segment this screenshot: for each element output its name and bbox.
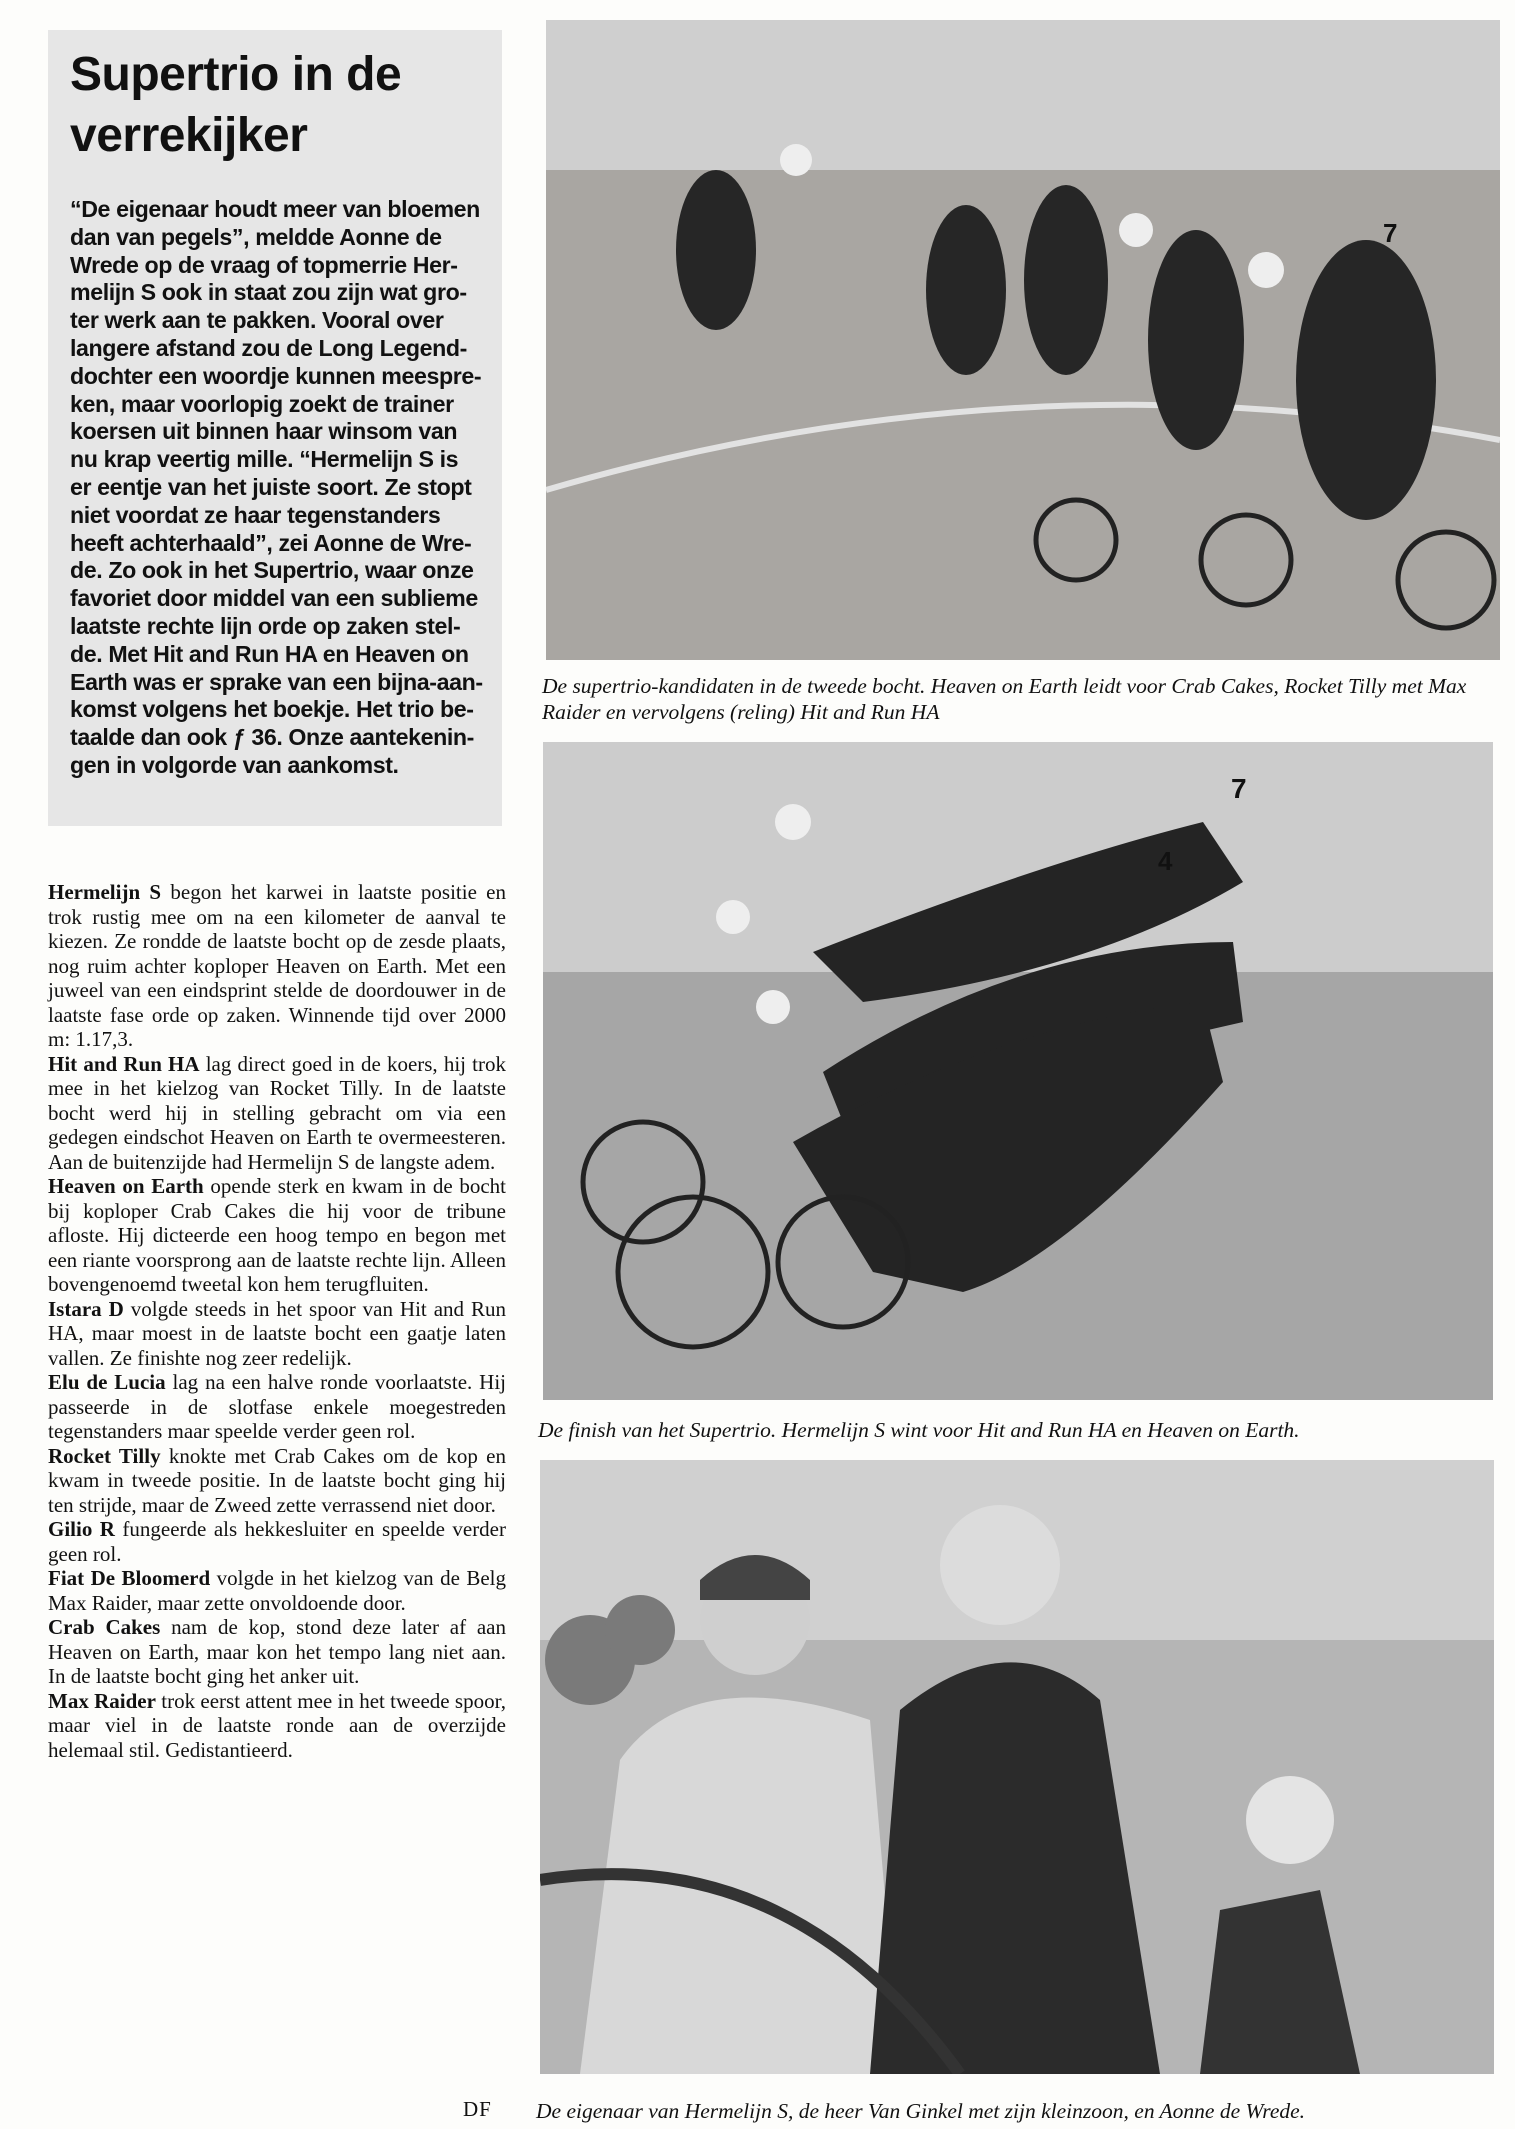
- intro-line: “De eigenaar houdt meer van bloemen: [70, 196, 480, 222]
- intro-line: Wrede op de vraag of topmerrie Her-: [70, 251, 458, 278]
- photo-finish: [543, 742, 1493, 1400]
- race-note: [48, 1566, 506, 1615]
- intro-line: gen in volgorde van aankomst.: [70, 751, 399, 778]
- race-note-text: opende sterk en kwam in de bocht bij koploper Crab Cakes die hij voor de tribune afloste. Hij dicteerde een hoog tempo en begon met een riante voorsprong aan de laatste rechte lijn. Alleen bovengenoemd tweetal kon hem terugfluiten.: [48, 1174, 506, 1296]
- intro-line: niet voordat ze haar tegenstanders: [70, 501, 441, 528]
- intro-line: melijn S ook in staat zou zijn wat gro-: [70, 279, 467, 306]
- horse-name: Gilio R: [48, 1517, 115, 1541]
- race-number-7-finish: 7: [1231, 773, 1247, 804]
- horse-name: Max Raider: [48, 1688, 156, 1713]
- intro-line: de. Met Hit and Run HA en Heaven on: [70, 640, 469, 667]
- photo-owner-ceremony: [540, 1460, 1494, 2074]
- race-note: [48, 1297, 506, 1371]
- race-note: [48, 1370, 506, 1444]
- photo-race-bend: [546, 20, 1500, 660]
- race-note-text: volgde steeds in het spoor van Hit and Run HA, maar moest in de laatste bocht een gaatje laten vallen. Ze finishte nog zeer redelijk.: [48, 1296, 506, 1370]
- race-note-text: begon het karwei in laatste positie en trok rustig mee om na een kilometer de aanval te kiezen. Ze rondde de laatste bocht op de zesde plaats, nog ruim achter koploper Heaven on Earth. Met een juweel van een eindsprint stelde de doordouwer in de laatste fase orde op zaken. Winnende tijd over 2000 m: 1.17,3.: [48, 880, 507, 1051]
- horse-name: Hermelijn S: [48, 880, 162, 904]
- photo-caption-race-bend: De supertrio-kandidaten in de tweede bocht. Heaven on Earth leidt voor Crab Cakes, Rocket Tilly met Max Raider en vervolgens (reling) Hit and Run HA: [542, 674, 1467, 724]
- race-note: [48, 1517, 506, 1566]
- horse-name: Crab Cakes: [48, 1615, 161, 1639]
- intro-line: taalde dan ook ƒ 36. Onze aantekenin-: [70, 724, 474, 751]
- race-number-4-finish: 4: [1158, 846, 1173, 876]
- intro-line: dan van pegels”, meldde Aonne de: [70, 223, 442, 250]
- intro-line: heeft achterhaald”, zei Aonne de Wre-: [70, 529, 472, 556]
- horse-name: Elu de Lucia: [48, 1370, 166, 1394]
- horse-name: Heaven on Earth: [48, 1174, 204, 1198]
- intro-line: langere afstand zou de Long Legend-: [70, 334, 467, 361]
- article-headline: Supertrio in de verrekijker: [70, 48, 402, 162]
- intro-line: er eentje van het juiste soort. Ze stopt: [70, 473, 472, 500]
- race-note-text: trok eerst attent mee in het tweede spoor, maar viel in de laatste ronde aan de overzijde helemaal stil. Gedistantieerd.: [48, 1688, 506, 1762]
- photo-caption-finish: De finish van het Supertrio. Hermelijn S wint voor Hit and Run HA en Heaven on Earth.: [538, 1418, 1300, 1442]
- horse-name: Hit and Run HA: [48, 1051, 200, 1076]
- race-note-text: fungeerde als hekkesluiter en speelde verder geen rol.: [48, 1517, 506, 1566]
- intro-line: ken, maar voorlopig zoekt de trainer: [70, 390, 454, 417]
- race-note-text: knokte met Crab Cakes om de kop en kwam in tweede positie. In de laatste bocht ging hij ten strijde, maar de Zweed zette verrassend niet door.: [48, 1443, 507, 1517]
- intro-line: ter werk aan te pakken. Vooral over: [70, 307, 444, 334]
- race-note: [48, 1615, 506, 1689]
- race-note-text: lag na een halve ronde voorlaatste. Hij passeerde in de slotfase enkele moegestreden tegenstanders maar speelde verder geen rol.: [48, 1370, 506, 1443]
- race-note-text: nam de kop, stond deze later af aan Heaven on Earth, maar kon het tempo lang niet aan. In de laatste bocht ging het anker uit.: [48, 1615, 506, 1688]
- race-note: [48, 880, 506, 1052]
- race-note: [48, 1174, 506, 1297]
- race-notes: [48, 880, 506, 1762]
- horse-name: Fiat De Bloomerd: [48, 1566, 211, 1590]
- intro-line: koersen uit binnen haar winsom van: [70, 418, 458, 445]
- photo-caption-owner: De eigenaar van Hermelijn S, de heer Van Ginkel met zijn kleinzoon, en Aonne de Wrede.: [536, 2099, 1306, 2123]
- race-number-7: 7: [1383, 218, 1398, 248]
- race-note: [48, 1444, 506, 1518]
- intro-line: komst volgens het boekje. Het trio be-: [70, 696, 474, 723]
- intro-box: [48, 30, 502, 826]
- intro-line: favoriet door middel van een sublieme: [70, 585, 478, 612]
- horse-name: Istara D: [48, 1296, 124, 1321]
- intro-line: laatste rechte lijn orde op zaken stel-: [70, 612, 461, 639]
- intro-line: Earth was er sprake van een bijna-aan-: [70, 668, 483, 695]
- author-initials: DF: [463, 2097, 492, 2121]
- horse-name: Rocket Tilly: [48, 1443, 161, 1468]
- race-note: [48, 1689, 506, 1763]
- race-note-text: volgde in het kielzog van de Belg Max Raider, maar zette onvoldoende door.: [48, 1566, 506, 1615]
- intro-paragraph: [70, 196, 482, 780]
- intro-line: de. Zo ook in het Supertrio, waar onze: [70, 557, 474, 584]
- intro-line: dochter een woordje kunnen meespre-: [70, 362, 482, 389]
- race-note-text: lag direct goed in de koers, hij trok mee in het kielzog van Rocket Tilly. In de laatste bocht werd hij in stelling gebracht om via een gedegen eindschot Heaven on Earth te overmeesteren. Aan de buitenzijde had Hermelijn S de langste adem.: [48, 1051, 506, 1174]
- race-note: [48, 1052, 506, 1175]
- intro-line: nu krap veertig mille. “Hermelijn S is: [70, 446, 459, 473]
